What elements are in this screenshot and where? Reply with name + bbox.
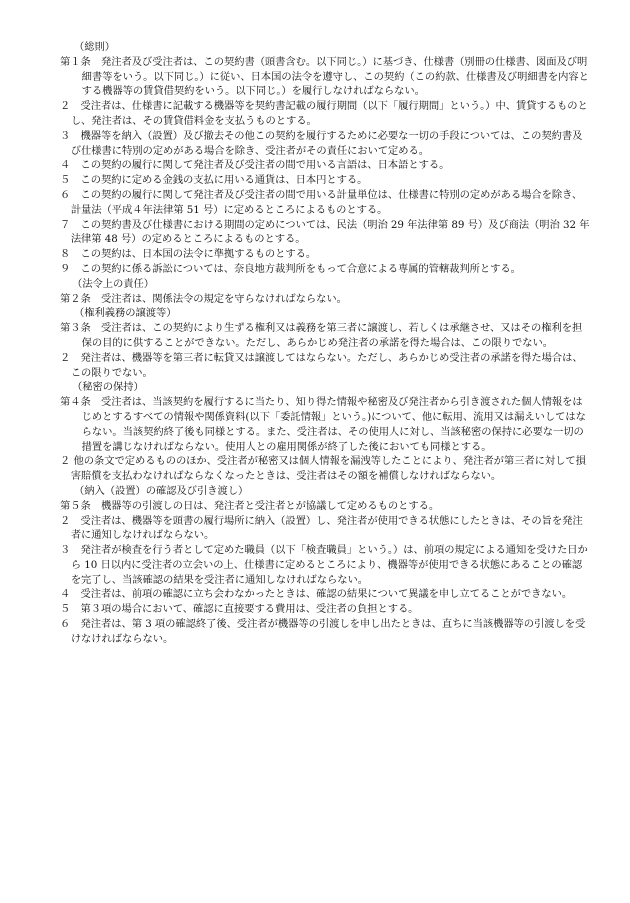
article-1: 第１条 発注者及び受注者は、この契約書（頭書含む。以下同じ。）に基づき、仕様書（別冊の仕様書、図面及び明細書等をいう。以下同じ。）に従い、日本国の法令を遵守し、この契約（この約款、仕様書及び明細書を内容とする機器等の賃貸借契約をいう。以下同じ。）を履行しなければならない。 — [60, 55, 589, 98]
article-5-item-6: ６ 発注者は、第 3 項の確認終了後、受注者が機器等の引渡しを申し出たときは、直ちに当該機器等の引渡しを受けなければならない。 — [60, 618, 586, 645]
heading-delivery-confirmation: （納入（設置）の確認及び引き渡し） — [74, 484, 249, 497]
article-5: 第５条 機器等の引渡しの日は、発注者と受注者とが協議して定めるものとする。 — [60, 499, 440, 512]
heading-confidentiality: （秘密の保持） — [72, 381, 144, 394]
article-1-item-7: ７ この契約書及び仕様書における期間の定めについては、民法（明治 29 年法律第 89 号）及び商法（明治 32 年法律第 48 号）の定めるところによるものとする。 — [60, 218, 590, 246]
article-1-item-9: ９ この契約に係る訴訟については、奈良地方裁判所をもって合意による専属的管轄裁判所とする。 — [60, 262, 521, 275]
article-3: 第３条 受注者は、この契約により生ずる権利又は義務を第三者に譲渡し、若しくは承継させ、又はその権利を担保の目的に供することができない。ただし、あらかじめ発注者の承諾を得た場合は、この限りでない。 — [60, 322, 583, 349]
heading-general-provisions: （総則） — [74, 41, 115, 53]
article-1-item-6: ６ この契約の履行に関して発注者及び受注者の間で用いる計量単位は、仕様書に特別の定めがある場合を除き、計量法（平成４年法律第 51 号）に定めるところによるものとする。 — [60, 188, 583, 216]
article-4-item-2: ２ 他の条文で定めるもののほか、受注者が秘密又は個人情報を漏洩等したことにより、発注者が第三者に対して損害賠償を支払わなければならなくなったときは、受注者はその額を補償しなければならない。 — [60, 455, 586, 483]
heading-assignment-of-rights: （権利義務の譲渡等） — [74, 307, 177, 320]
article-5-item-5: ５ 第３項の場合において、確認に直接要する費用は、受注者の負担とする。 — [60, 603, 419, 616]
article-1-item-5: ５ この契約に定める金銭の支払に用いる通貨は、日本円とする。 — [60, 174, 368, 187]
article-4: 第４条 受注者は、当該契約を履行するに当たり、知り得た情報や秘密及び発注者から引き渡された個人情報をはじめとするすべての情報や関係資料(以下「委託情報」という。)について、他に転用、流用又は漏えいしてはならない。当該契約終了後も同様とする。また、受注者は、その使用人に対し、当該秘密の保持に必要な一切の措置を講じなければならない。使用人との雇用関係が終了した後においても同様とする。 — [60, 396, 586, 453]
article-5-item-2: ２ 受注者は、機器等を頭書の履行場所に納入（設置）し、発注者が使用できる状態にしたときは、その旨を発注者に通知しなければならない。 — [60, 514, 583, 542]
article-3-item-2: ２ 発注者は、機器等を第三者に転貸又は譲渡してはならない。ただし、あらかじめ受注者の承諾を得た場合は、この限りでない。 — [60, 351, 583, 379]
article-1-item-4: ４ この契約の履行に関して発注者及び受注者の間で用いる言語は、日本語とする。 — [60, 159, 450, 172]
heading-legal-responsibility: （法令上の責任） — [72, 277, 154, 290]
article-2: 第２条 受注者は、関係法令の規定を守らなければならない。 — [60, 292, 347, 305]
article-5-item-4: ４ 受注者は、前項の確認に立ち会わなかったときは、確認の結果について異議を申し立てることができない。 — [60, 588, 573, 601]
article-1-item-2: ２ 受注者は、仕様書に記載する機器等を契約書記載の履行期間（以下「履行期間」という。）中、賃貸するものとし、発注者は、その賃貸借料金を支払うものとする。 — [60, 100, 588, 127]
article-5-item-3: ３ 発注者が検査を行う者として定めた職員（以下「検査職員」という。）は、前項の規定による通知を受けた日から 10 日以内に受注者の立会いの上、仕様書に定めるところにより、機器等が使用できる状態にあることの確認を完了し、当該確認の結果を受注者に通知しなければならない。 — [60, 544, 588, 586]
article-1-item-3: ３ 機器等を納入（設置）及び撤去その他この契約を履行するために必要な一切の手段については、この契約書及び仕様書に特別の定めがある場合を除き、受注者がその責任において定める。 — [60, 129, 583, 157]
contract-body — [60, 40, 592, 647]
article-1-item-8: ８ この契約は、日本国の法令に準拠するものとする。 — [60, 248, 317, 261]
